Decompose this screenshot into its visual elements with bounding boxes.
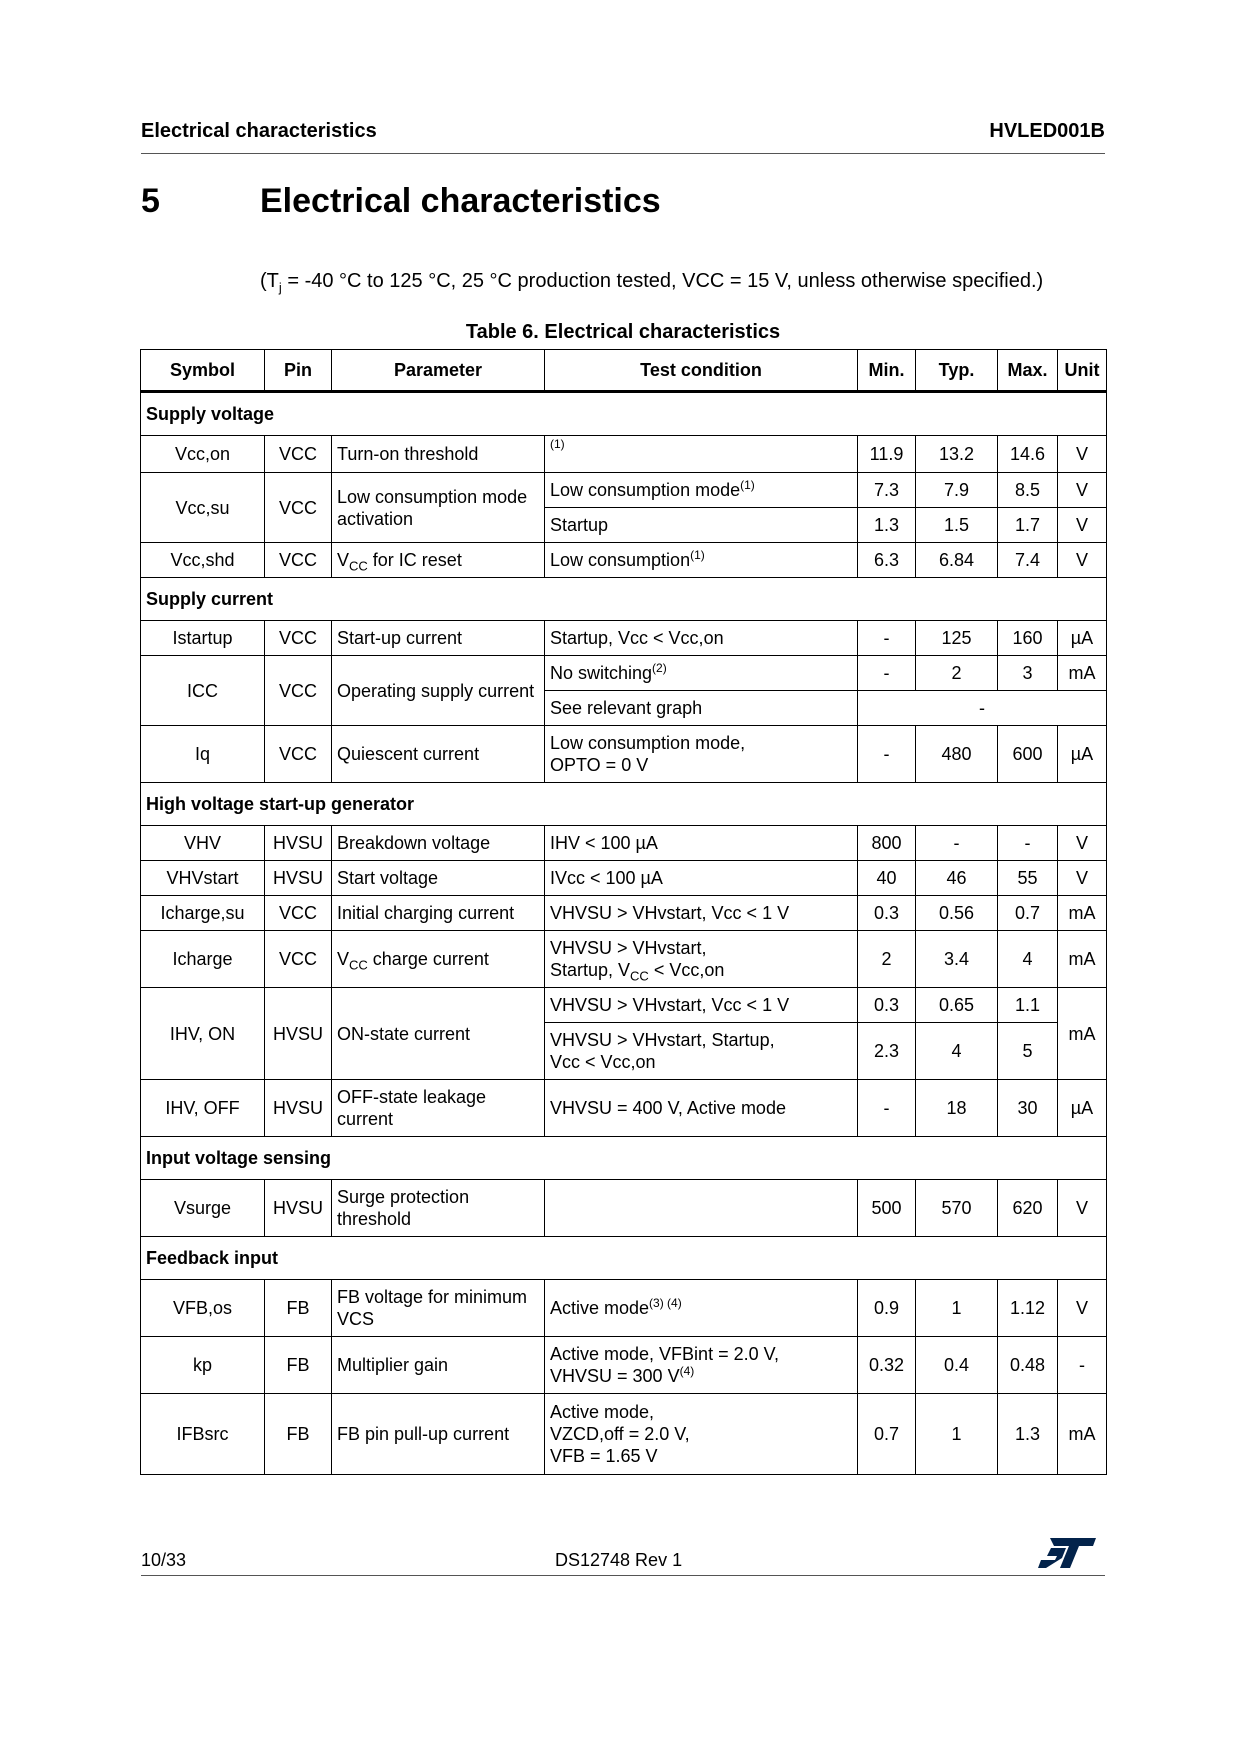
- cell-max: 1.7: [998, 508, 1058, 543]
- cell-condition: [545, 473, 858, 508]
- cell-max: 620: [998, 1180, 1058, 1237]
- cell-parameter: Turn-on threshold: [332, 436, 545, 473]
- section-title: Electrical characteristics: [260, 182, 661, 220]
- header-typ: Typ.: [916, 350, 998, 392]
- cell-unit: mA: [1058, 988, 1107, 1080]
- cell-typ: 1.5: [916, 508, 998, 543]
- cell-min: -: [858, 1080, 916, 1137]
- document-revision: DS12748 Rev 1: [555, 1550, 683, 1570]
- cell-condition: Startup, Vcc < Vcc,on: [545, 621, 858, 656]
- conditions-text: = -40 °C to 125 °C, 25 °C production tested, VCC = 15 V, unless otherwise specified.): [281, 270, 1044, 292]
- cell-condition: [545, 1023, 858, 1080]
- cell-pin: FB: [265, 1394, 332, 1475]
- cell-pin: VCC: [265, 931, 332, 988]
- table-row-ifbsrc: [141, 1394, 1107, 1475]
- condition-text: Active mode: [550, 1298, 650, 1318]
- cell-pin: VCC: [265, 726, 332, 783]
- cell-pin: VCC: [265, 473, 332, 543]
- footnote-ref: (2): [652, 661, 667, 675]
- electrical-characteristics-table: [140, 349, 1107, 1475]
- cell-pin: FB: [265, 1280, 332, 1337]
- cell-max: 5: [998, 1023, 1058, 1080]
- cell-max: 4: [998, 931, 1058, 988]
- cell-symbol: IFBsrc: [141, 1394, 265, 1475]
- header-pin: Pin: [265, 350, 332, 392]
- condition-text: VHVSU = 300 V: [550, 1366, 680, 1386]
- header-symbol: Symbol: [141, 350, 265, 392]
- cell-parameter: OFF-state leakage current: [332, 1080, 545, 1137]
- cell-min: 1.3: [858, 508, 916, 543]
- cell-unit: V: [1058, 543, 1107, 578]
- cell-typ: 3.4: [916, 931, 998, 988]
- conditions-prefix: (T: [260, 270, 279, 292]
- cell-max: 0.7: [998, 896, 1058, 931]
- table-header-row: [141, 350, 1107, 392]
- cell-max: 7.4: [998, 543, 1058, 578]
- cell-typ: 125: [916, 621, 998, 656]
- cell-unit: V: [1058, 436, 1107, 473]
- param-main: V: [337, 949, 350, 969]
- cell-pin: HVSU: [265, 861, 332, 896]
- condition-line-2: VZCD,off = 2.0 V,: [550, 1424, 690, 1444]
- cell-parameter: [332, 931, 545, 988]
- cell-max: 1.3: [998, 1394, 1058, 1475]
- cell-min: -: [858, 621, 916, 656]
- cell-min: -: [858, 656, 916, 691]
- condition-text: Low consumption mode: [550, 480, 741, 500]
- header-min: Min.: [858, 350, 916, 392]
- cell-parameter: ON-state current: [332, 988, 545, 1080]
- cell-symbol: IHV, ON: [141, 988, 265, 1080]
- section-label: Supply voltage: [141, 392, 1107, 436]
- table-row-vcc-on: [141, 436, 1107, 473]
- section-label: High voltage start-up generator: [141, 783, 1107, 826]
- cell-typ: 1: [916, 1394, 998, 1475]
- table-row-vcc-shd: [141, 543, 1107, 578]
- cell-typ: 2: [916, 656, 998, 691]
- test-conditions-note: [260, 270, 1043, 295]
- table-row-vhvstart: [141, 861, 1107, 896]
- table-row-ihv-off: [141, 1080, 1107, 1137]
- condition-line-2: [550, 1365, 852, 1387]
- cell-max: 55: [998, 861, 1058, 896]
- cell-typ: 0.65: [916, 988, 998, 1023]
- param-rest: charge current: [367, 949, 489, 969]
- cell-max: 1.12: [998, 1280, 1058, 1337]
- cell-typ: 1: [916, 1280, 998, 1337]
- cell-symbol: Vcc,on: [141, 436, 265, 473]
- cell-condition: IVcc < 100 µA: [545, 861, 858, 896]
- cell-parameter: Start-up current: [332, 621, 545, 656]
- cell-max: 3: [998, 656, 1058, 691]
- cell-symbol: VHV: [141, 826, 265, 861]
- section-label: Supply current: [141, 578, 1107, 621]
- cell-pin: HVSU: [265, 988, 332, 1080]
- cell-parameter: FB voltage for minimum VCS: [332, 1280, 545, 1337]
- cell-parameter: [332, 543, 545, 578]
- cell-symbol: Vcc,shd: [141, 543, 265, 578]
- table-row-icharge-su: [141, 896, 1107, 931]
- footer-divider: [141, 1575, 1105, 1576]
- condition-line-2: OPTO = 0 V: [550, 755, 649, 775]
- condition-line-1: Active mode, VFBint = 2.0 V,: [550, 1344, 779, 1364]
- conditions-subscript: j: [278, 280, 282, 295]
- cell-parameter: Operating supply current: [332, 656, 545, 726]
- cell-unit: µA: [1058, 621, 1107, 656]
- cell-pin: VCC: [265, 656, 332, 726]
- cell-symbol: VHVstart: [141, 861, 265, 896]
- footnote-ref: (1): [690, 548, 705, 562]
- cell-parameter: Quiescent current: [332, 726, 545, 783]
- cell-symbol: kp: [141, 1337, 265, 1394]
- cell-parameter: Low consumption mode activation: [332, 473, 545, 543]
- section-row-input-sensing: [141, 1137, 1107, 1180]
- param-subscript: CC: [349, 558, 368, 574]
- condition-line-1: VHVSU > VHvstart,: [550, 938, 707, 958]
- cell-condition: [545, 931, 858, 988]
- cell-parameter: Start voltage: [332, 861, 545, 896]
- cell-symbol: ICC: [141, 656, 265, 726]
- cell-condition: [545, 1180, 858, 1237]
- cell-symbol: Vcc,su: [141, 473, 265, 543]
- cell-min: 0.7: [858, 1394, 916, 1475]
- param-main: V: [337, 550, 350, 570]
- cell-condition: [545, 543, 858, 578]
- header-parameter: Parameter: [332, 350, 545, 392]
- table-row-ihv-on: [141, 988, 1107, 1023]
- cell-condition: [545, 656, 858, 691]
- table-row-kp: [141, 1337, 1107, 1394]
- cell-condition: [545, 1280, 858, 1337]
- table-row-vfb-os: [141, 1280, 1107, 1337]
- cell-max: 8.5: [998, 473, 1058, 508]
- section-number: 5: [141, 182, 160, 220]
- cell-max: 0.48: [998, 1337, 1058, 1394]
- cell-min: 0.3: [858, 988, 916, 1023]
- footnote-ref: (4): [679, 1364, 695, 1378]
- cell-pin: HVSU: [265, 826, 332, 861]
- cell-symbol: IHV, OFF: [141, 1080, 265, 1137]
- cell-condition: [545, 726, 858, 783]
- footnote-ref: (3) (4): [649, 1296, 682, 1310]
- cell-typ: 7.9: [916, 473, 998, 508]
- header-divider: [141, 153, 1105, 154]
- cell-unit: mA: [1058, 931, 1107, 988]
- condition-post: < Vcc,on: [648, 960, 725, 980]
- cell-parameter: FB pin pull-up current: [332, 1394, 545, 1475]
- cell-unit: -: [1058, 1337, 1107, 1394]
- cell-max: 1.1: [998, 988, 1058, 1023]
- cell-condition: [545, 1394, 858, 1475]
- cell-pin: HVSU: [265, 1080, 332, 1137]
- condition-line-2: [550, 959, 852, 984]
- cell-unit: V: [1058, 473, 1107, 508]
- section-row-feedback: [141, 1237, 1107, 1280]
- cell-min: 2: [858, 931, 916, 988]
- cell-max: 600: [998, 726, 1058, 783]
- section-label: Input voltage sensing: [141, 1137, 1107, 1180]
- condition-line-1: Low consumption mode,: [550, 733, 746, 753]
- cell-condition: IHV < 100 µA: [545, 826, 858, 861]
- cell-pin: HVSU: [265, 1180, 332, 1237]
- logo-shape: [1038, 1538, 1096, 1568]
- cell-pin: FB: [265, 1337, 332, 1394]
- cell-pin: VCC: [265, 896, 332, 931]
- cell-condition: [545, 1337, 858, 1394]
- cell-symbol: Istartup: [141, 621, 265, 656]
- table-caption: Table 6. Electrical characteristics: [465, 321, 781, 343]
- running-header-part-number: HVLED001B: [989, 120, 1105, 142]
- header-max: Max.: [998, 350, 1058, 392]
- cell-min: 2.3: [858, 1023, 916, 1080]
- table-row-vcc-su: [141, 473, 1107, 508]
- table-row-icharge: [141, 931, 1107, 988]
- cell-typ: 570: [916, 1180, 998, 1237]
- cell-min: 0.32: [858, 1337, 916, 1394]
- condition-text: Low consumption: [550, 550, 691, 570]
- cell-condition: VHVSU = 400 V, Active mode: [545, 1080, 858, 1137]
- cell-max: 30: [998, 1080, 1058, 1137]
- cell-unit: µA: [1058, 1080, 1107, 1137]
- cell-unit: mA: [1058, 1394, 1107, 1475]
- cell-unit: mA: [1058, 896, 1107, 931]
- section-row-supply-current: [141, 578, 1107, 621]
- param-subscript: CC: [349, 957, 368, 973]
- page-number: 10/33: [141, 1550, 187, 1570]
- cell-max: 160: [998, 621, 1058, 656]
- cell-typ: 480: [916, 726, 998, 783]
- cell-typ: 6.84: [916, 543, 998, 578]
- cell-typ: 46: [916, 861, 998, 896]
- cell-typ: 18: [916, 1080, 998, 1137]
- cell-symbol: Vsurge: [141, 1180, 265, 1237]
- cell-parameter: Initial charging current: [332, 896, 545, 931]
- cell-unit: V: [1058, 826, 1107, 861]
- cell-min: 0.3: [858, 896, 916, 931]
- cell-unit: µA: [1058, 726, 1107, 783]
- cell-unit: V: [1058, 1280, 1107, 1337]
- table-row-istartup: [141, 621, 1107, 656]
- cell-condition: See relevant graph: [545, 691, 858, 726]
- cell-max: -: [998, 826, 1058, 861]
- cell-pin: VCC: [265, 543, 332, 578]
- footnote-ref: (1): [740, 478, 755, 492]
- cell-parameter: Breakdown voltage: [332, 826, 545, 861]
- header-test-condition: Test condition: [545, 350, 858, 392]
- cell-merged-value: -: [858, 691, 1107, 726]
- cell-max: 14.6: [998, 436, 1058, 473]
- cell-condition: Startup: [545, 508, 858, 543]
- cell-pin: VCC: [265, 621, 332, 656]
- condition-text: No switching: [550, 663, 653, 683]
- cell-condition: [545, 436, 858, 473]
- cell-typ: 0.4: [916, 1337, 998, 1394]
- condition-subscript: CC: [630, 968, 649, 984]
- section-row-hv-startup: [141, 783, 1107, 826]
- cell-unit: V: [1058, 508, 1107, 543]
- cell-symbol: Icharge: [141, 931, 265, 988]
- cell-min: 7.3: [858, 473, 916, 508]
- param-rest: for IC reset: [367, 550, 462, 570]
- cell-symbol: Icharge,su: [141, 896, 265, 931]
- cell-min: 0.9: [858, 1280, 916, 1337]
- section-label: Feedback input: [141, 1237, 1107, 1280]
- cell-symbol: Iq: [141, 726, 265, 783]
- cell-unit: mA: [1058, 656, 1107, 691]
- cell-min: 800: [858, 826, 916, 861]
- cell-symbol: VFB,os: [141, 1280, 265, 1337]
- cell-min: 11.9: [858, 436, 916, 473]
- cell-unit: V: [1058, 1180, 1107, 1237]
- st-logo-icon: [1036, 1536, 1098, 1570]
- cell-parameter: Multiplier gain: [332, 1337, 545, 1394]
- condition-pre: Startup, V: [550, 960, 631, 980]
- cell-parameter: Surge protection threshold: [332, 1180, 545, 1237]
- table-row-vsurge: [141, 1180, 1107, 1237]
- condition-line-3: VFB = 1.65 V: [550, 1446, 658, 1466]
- condition-line-1: VHVSU > VHvstart, Startup,: [550, 1030, 775, 1050]
- cell-typ: -: [916, 826, 998, 861]
- cell-min: 6.3: [858, 543, 916, 578]
- table-row-iq: [141, 726, 1107, 783]
- footnote-ref: (1): [550, 437, 565, 451]
- table-row-icc: [141, 656, 1107, 691]
- cell-condition: VHVSU > VHvstart, Vcc < 1 V: [545, 896, 858, 931]
- cell-typ: 4: [916, 1023, 998, 1080]
- section-row-supply-voltage: [141, 392, 1107, 436]
- cell-unit: V: [1058, 861, 1107, 896]
- cell-min: -: [858, 726, 916, 783]
- cell-typ: 13.2: [916, 436, 998, 473]
- cell-pin: VCC: [265, 436, 332, 473]
- cell-min: 40: [858, 861, 916, 896]
- header-unit: Unit: [1058, 350, 1107, 392]
- cell-min: 500: [858, 1180, 916, 1237]
- condition-line-1: Active mode,: [550, 1402, 655, 1422]
- cell-condition: VHVSU > VHvstart, Vcc < 1 V: [545, 988, 858, 1023]
- condition-line-2: Vcc < Vcc,on: [550, 1052, 656, 1072]
- table-row-vhv: [141, 826, 1107, 861]
- running-header-title: Electrical characteristics: [141, 120, 377, 142]
- cell-typ: 0.56: [916, 896, 998, 931]
